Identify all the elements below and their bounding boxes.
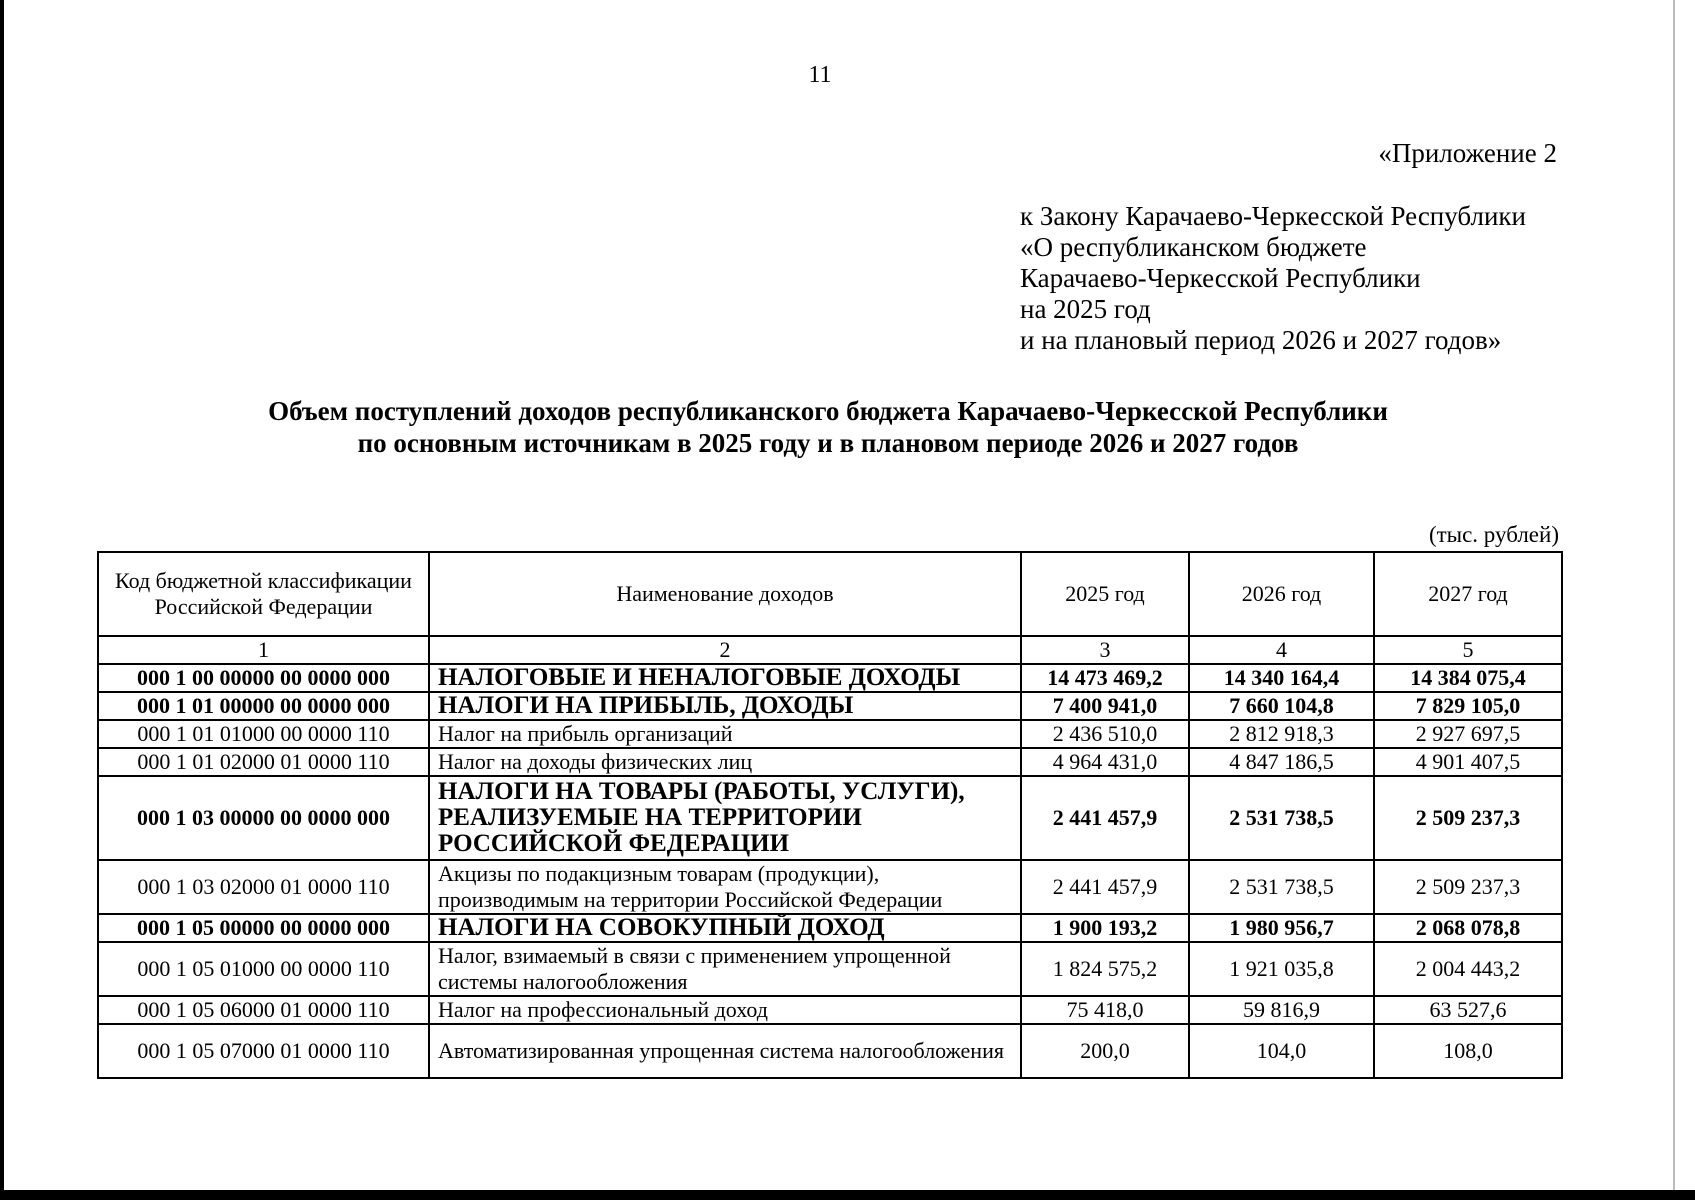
row-value-2027: 2 509 237,3 (1374, 860, 1562, 914)
header-code: Код бюджетной классификации Российской Федерации (98, 552, 429, 636)
row-value-2026: 2 531 738,5 (1189, 776, 1374, 860)
scan-right-edge (1673, 0, 1675, 1190)
row-value-2025: 1 824 575,2 (1021, 942, 1189, 996)
units-label: (тыс. рублей) (1428, 522, 1559, 547)
column-number: 1 (98, 636, 429, 664)
row-value-2027: 2 509 237,3 (1374, 776, 1562, 860)
row-value-2026: 14 340 164,4 (1189, 664, 1374, 692)
row-value-2025: 4 964 431,0 (1021, 748, 1189, 776)
law-reference (1020, 201, 1580, 356)
row-value-2027: 63 527,6 (1374, 996, 1562, 1024)
row-value-2026: 7 660 104,8 (1189, 692, 1374, 720)
row-code: 000 1 01 01000 00 0000 110 (98, 720, 429, 748)
header-2025: 2025 год (1021, 552, 1189, 636)
table-row (98, 914, 1562, 942)
table-row (98, 720, 1562, 748)
row-value-2027: 2 004 443,2 (1374, 942, 1562, 996)
row-name: Налог, взимаемый в связи с применением упрощенной системы налогообложения (429, 942, 1021, 996)
row-code: 000 1 05 00000 00 0000 000 (98, 914, 429, 942)
row-value-2025: 2 436 510,0 (1021, 720, 1189, 748)
row-value-2027: 2 068 078,8 (1374, 914, 1562, 942)
column-number: 3 (1021, 636, 1189, 664)
row-value-2027: 14 384 075,4 (1374, 664, 1562, 692)
row-value-2026: 2 812 918,3 (1189, 720, 1374, 748)
row-code: 000 1 03 02000 01 0000 110 (98, 860, 429, 914)
row-value-2026: 59 816,9 (1189, 996, 1374, 1024)
row-code: 000 1 05 07000 01 0000 110 (98, 1024, 429, 1078)
header-name: Наименование доходов (429, 552, 1021, 636)
column-number: 5 (1374, 636, 1562, 664)
row-value-2026: 1 980 956,7 (1189, 914, 1374, 942)
law-ref-line: к Закону Карачаево-Черкесской Республики (1020, 201, 1526, 231)
row-value-2025: 2 441 457,9 (1021, 860, 1189, 914)
row-name: НАЛОГОВЫЕ И НЕНАЛОГОВЫЕ ДОХОДЫ (429, 664, 1021, 692)
row-value-2027: 4 901 407,5 (1374, 748, 1562, 776)
revenue-table (97, 551, 1563, 1079)
law-ref-line: «О республиканском бюджете (1020, 232, 1367, 262)
table-row (98, 942, 1562, 996)
heading-line-1: Объем поступлений доходов республиканского бюджета Карачаево-Черкесской Республики (268, 396, 1388, 426)
row-name: Налог на доходы физических лиц (429, 748, 1021, 776)
row-value-2026: 1 921 035,8 (1189, 942, 1374, 996)
row-name: Налог на профессиональный доход (429, 996, 1021, 1024)
table-row (98, 692, 1562, 720)
column-number: 4 (1189, 636, 1374, 664)
row-value-2025: 75 418,0 (1021, 996, 1189, 1024)
row-value-2025: 7 400 941,0 (1021, 692, 1189, 720)
row-value-2026: 4 847 186,5 (1189, 748, 1374, 776)
row-name: НАЛОГИ НА ТОВАРЫ (РАБОТЫ, УСЛУГИ), РЕАЛИЗУЕМЫЕ НА ТЕРРИТОРИИ РОССИЙСКОЙ ФЕДЕРАЦИИ (429, 776, 1021, 860)
table-row (98, 748, 1562, 776)
row-code: 000 1 01 00000 00 0000 000 (98, 692, 429, 720)
row-name: Налог на прибыль организаций (429, 720, 1021, 748)
table-row (98, 776, 1562, 860)
law-ref-line: и на плановый период 2026 и 2027 годов» (1020, 325, 1502, 355)
table-row (98, 996, 1562, 1024)
header-2027: 2027 год (1374, 552, 1562, 636)
law-ref-line: на 2025 год (1020, 294, 1151, 324)
table-row (98, 860, 1562, 914)
row-code: 000 1 01 02000 01 0000 110 (98, 748, 429, 776)
row-name: НАЛОГИ НА СОВОКУПНЫЙ ДОХОД (429, 914, 1021, 942)
row-value-2025: 1 900 193,2 (1021, 914, 1189, 942)
table-row (98, 664, 1562, 692)
row-name: Акцизы по подакцизным товарам (продукции), производимым на территории Российской Федерации (429, 860, 1021, 914)
row-code: 000 1 05 01000 00 0000 110 (98, 942, 429, 996)
column-number-row (98, 636, 1562, 664)
row-value-2027: 108,0 (1374, 1024, 1562, 1078)
heading-line-2: по основным источникам в 2025 году и в плановом периоде 2026 и 2027 годов (357, 428, 1299, 458)
row-value-2025: 200,0 (1021, 1024, 1189, 1078)
scan-bottom-edge (0, 1190, 1695, 1200)
table-header-row (98, 552, 1562, 636)
row-value-2027: 2 927 697,5 (1374, 720, 1562, 748)
row-value-2026: 2 531 738,5 (1189, 860, 1374, 914)
row-name: Автоматизированная упрощенная система налогообложения (429, 1024, 1021, 1078)
header-2026: 2026 год (1189, 552, 1374, 636)
row-value-2025: 14 473 469,2 (1021, 664, 1189, 692)
document-heading (98, 395, 1558, 459)
row-code: 000 1 00 00000 00 0000 000 (98, 664, 429, 692)
column-number: 2 (429, 636, 1021, 664)
scan-left-edge (0, 0, 4, 1200)
row-value-2027: 7 829 105,0 (1374, 692, 1562, 720)
row-name: НАЛОГИ НА ПРИБЫЛЬ, ДОХОДЫ (429, 692, 1021, 720)
row-code: 000 1 05 06000 01 0000 110 (98, 996, 429, 1024)
appendix-title: «Приложение 2 (1378, 138, 1557, 168)
row-code: 000 1 03 00000 00 0000 000 (98, 776, 429, 860)
row-value-2026: 104,0 (1189, 1024, 1374, 1078)
row-value-2025: 2 441 457,9 (1021, 776, 1189, 860)
page-number: 11 (808, 62, 832, 88)
law-ref-line: Карачаево-Черкесской Республики (1020, 263, 1421, 293)
table-row (98, 1024, 1562, 1078)
